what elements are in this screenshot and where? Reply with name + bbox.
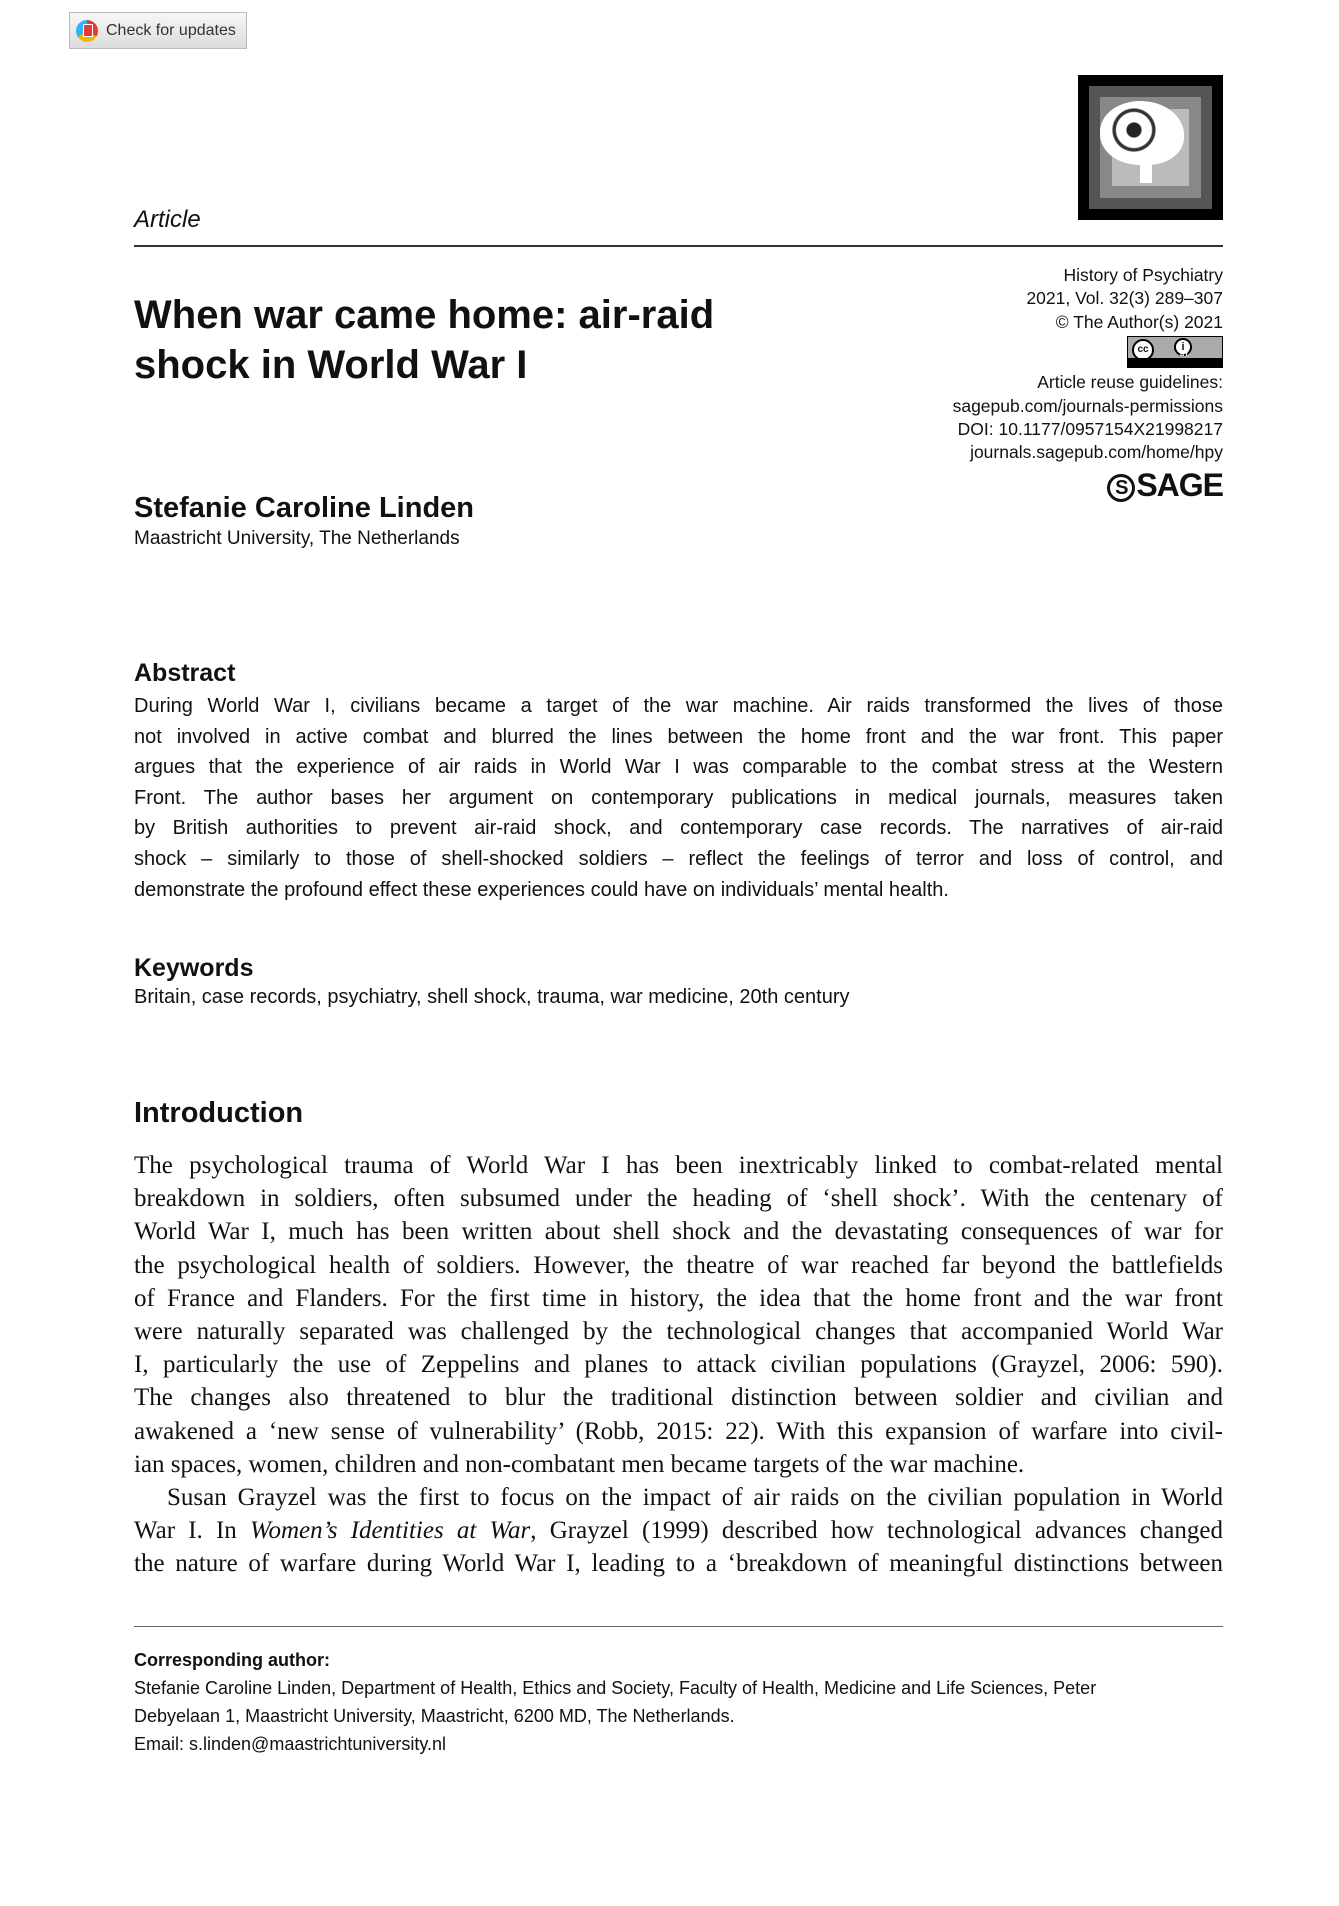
sage-logo: S SAGE: [953, 467, 1223, 503]
author-email[interactable]: Email: s.linden@maastrichtuniversity.nl: [134, 1734, 447, 1754]
book-title: Women’s Identities at War: [249, 1517, 531, 1545]
journal-cover-logo: [1078, 75, 1223, 220]
journal-volume: 2021, Vol. 32(3) 289–307: [1026, 288, 1223, 309]
article-title: When war came home: air-raid shock in World War I: [134, 293, 715, 387]
keywords-heading: Keywords: [134, 954, 254, 982]
check-for-updates-button[interactable]: [69, 12, 247, 49]
reuse-link[interactable]: sagepub.com/journals-permissions: [952, 395, 1223, 416]
header-divider: [134, 245, 1223, 247]
introduction-body: The psychological trauma of World War I has been inextricably linked to combat-related mental breakdown in soldiers, often subsumed under the heading of ‘shell shock’. With the centenary of World War I, much has been written about shell shock and the devastating consequences of war for the psychological health of soldiers. However, the theatre of war reached far beyond the battlefields of France and Flanders. For the first time in history, the idea that the home front and the war front were naturally separated was challenged by the technological changes that accompanied World War I, particularly the use of Zeppelins and planes to attack civilian populations (Grayzel, 2006: 590). The changes also threatened to blur the traditional distinction between soldier and civilian and awakened a ‘new sense of vulnerability’ (Robb, 2015: 22). With this expansion of warfare into civil- ian spaces, women, children and non-combatant men became targets of the war machine. Susan Grayzel was the first to focus on the impact of air raids on the civilian population in World War I. In Women’s Identities at War, Grayzel (1999) described how technological advances changed the nature of warfare during World War I, leading to a ‘breakdown of meaningful distinctions between: [134, 1152, 1223, 1578]
abstract-heading: Abstract: [134, 659, 236, 687]
introduction-heading: Introduction: [134, 1097, 304, 1129]
doi[interactable]: DOI: 10.1177/0957154X21998217: [957, 419, 1223, 440]
by-label: BY: [1180, 351, 1189, 358]
article-type-label: Article: [134, 206, 201, 233]
abstract-text: During World War I, civilians became a target of the war machine. Air raids transformed the lives of those not involved in active combat and blurred the lines between the home front and the war front. This paper argues that the experience of air raids in World War I was comparable to the combat stress at the Western Front. The author bases her argument on contemporary publications in medical journals, measures taken by British authorities to prevent air-raid shock, and contemporary case records. The narratives of air-raid shock – similarly to those of shell-shocked soldiers – reflect the feelings of terror and loss of control, and demonstrate the profound effect these experiences could have on individuals’ mental health.: [134, 695, 1223, 901]
cc-icon: cc: [1132, 339, 1154, 361]
author-affiliation: Maastricht University, The Netherlands: [134, 528, 460, 549]
journal-link[interactable]: journals.sagepub.com/home/hpy: [970, 442, 1223, 463]
copyright: © The Author(s) 2021: [1055, 311, 1223, 332]
crossmark-icon: [76, 20, 98, 42]
check-for-updates-label: Check for updates: [106, 21, 236, 39]
attribution-icon: i: [1174, 338, 1192, 356]
sage-s-icon: S: [1107, 474, 1135, 502]
author-name: Stefanie Caroline Linden: [134, 492, 474, 524]
keywords-list: Britain, case records, psychiatry, shell shock, trauma, war medicine, 20th century: [134, 986, 850, 1008]
corresponding-author-note: Corresponding author: Stefanie Caroline Linden, Department of Health, Ethics and Society, Faculty of Health, Medicine and Life Sciences, Peter Debyelaan 1, Maastricht University, Maastricht, 6200 MD, The Netherlands. Email: s.linden@maastrichtuniversity.nl: [134, 1646, 1096, 1758]
journal-name: History of Psychiatry: [1063, 265, 1223, 285]
journal-meta: [953, 264, 1223, 503]
corresponding-author-heading: Corresponding author:: [134, 1650, 330, 1670]
footnote-divider: [134, 1626, 1223, 1627]
cc-by-license-badge[interactable]: [1127, 336, 1223, 368]
brain-icon: [1100, 101, 1184, 165]
reuse-label: Article reuse guidelines:: [1037, 372, 1223, 393]
